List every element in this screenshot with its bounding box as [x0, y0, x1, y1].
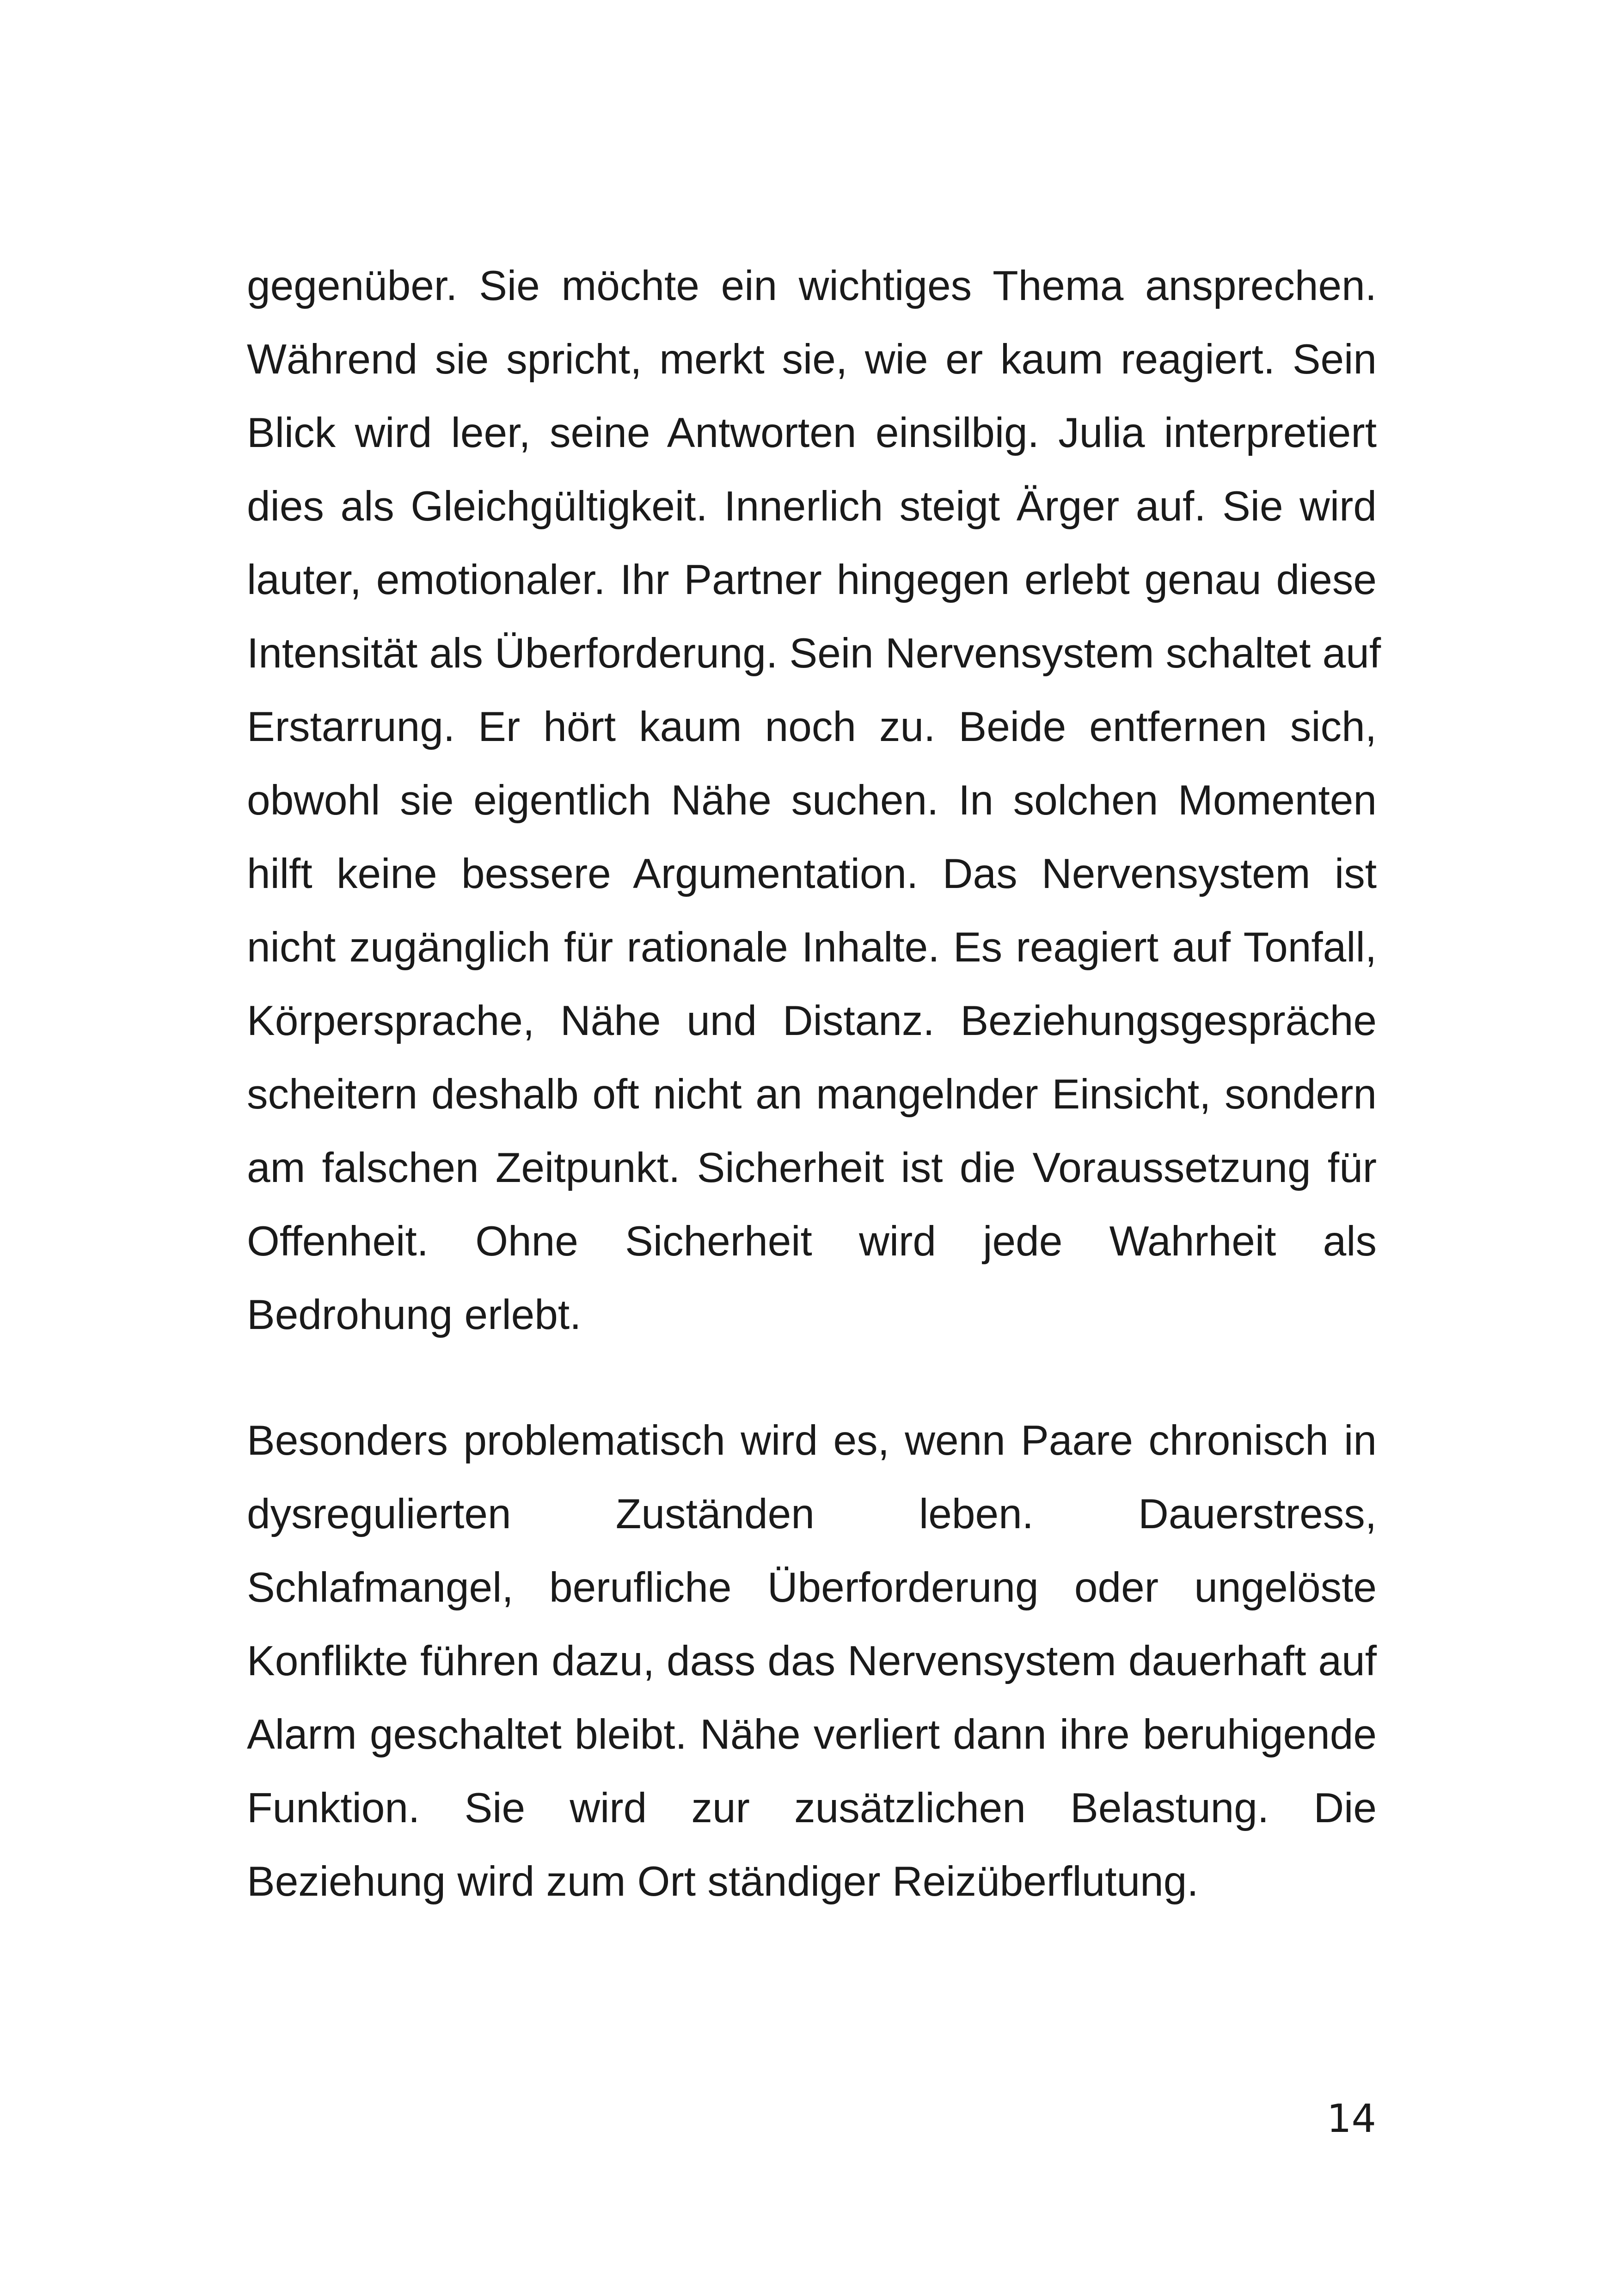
paragraph-line: Offenheit. Ohne Sicherheit wird jede Wahrheit als: [247, 1218, 1377, 1265]
paragraph-line: Während sie spricht, merkt sie, wie er kaum reagiert. Sein: [247, 336, 1377, 383]
body-paragraph-2: [247, 1404, 1377, 1918]
paragraph-line: Körpersprache, Nähe und Distanz. Beziehungsgespräche: [247, 998, 1377, 1044]
paragraph-line: Blick wird leer, seine Antworten einsilbig. Julia interpretiert: [247, 410, 1377, 456]
paragraph-line: Beziehung wird zum Ort ständiger Reizüberflutung.: [247, 1858, 1199, 1905]
paragraph-line: lauter, emotionaler. Ihr Partner hingegen erlebt genau diese: [247, 557, 1377, 603]
paragraph-line: Funktion. Sie wird zur zusätzlichen Belastung. Die: [247, 1785, 1377, 1831]
paragraph-line: dies als Gleichgültigkeit. Innerlich steigt Ärger auf. Sie wird: [247, 483, 1377, 530]
paragraph-line: Schlafmangel, berufliche Überforderung oder ungelöste: [247, 1564, 1377, 1611]
page-number: 14: [1327, 2096, 1376, 2141]
paragraph-line: nicht zugänglich für rationale Inhalte. Es reagiert auf Tonfall,: [247, 924, 1377, 971]
paragraph-line: dysregulierten Zuständen leben. Dauerstress,: [247, 1491, 1377, 1537]
paragraph-line: hilft keine bessere Argumentation. Das Nervensystem ist: [247, 851, 1377, 897]
paragraph-line: Konflikte führen dazu, dass das Nervensystem dauerhaft auf: [247, 1638, 1377, 1684]
paragraph-line: am falschen Zeitpunkt. Sicherheit ist die Voraussetzung für: [247, 1145, 1377, 1191]
paragraph-line: gegenüber. Sie möchte ein wichtiges Thema ansprechen.: [247, 263, 1377, 309]
paragraph-line: Alarm geschaltet bleibt. Nähe verliert dann ihre beruhigende: [247, 1711, 1377, 1758]
paragraph-line: Bedrohung erlebt.: [247, 1292, 582, 1338]
paragraph-line: obwohl sie eigentlich Nähe suchen. In solchen Momenten: [247, 777, 1377, 824]
paragraph-line: scheitern deshalb oft nicht an mangelnder Einsicht, sondern: [247, 1071, 1377, 1118]
paragraph-line: Besonders problematisch wird es, wenn Paare chronisch in: [247, 1417, 1377, 1464]
paragraph-line: Intensität als Überforderung. Sein Nervensystem schaltet auf: [247, 630, 1381, 677]
body-paragraph-1: [247, 249, 1381, 1352]
paragraph-line: Erstarrung. Er hört kaum noch zu. Beide entfernen sich,: [247, 704, 1377, 750]
